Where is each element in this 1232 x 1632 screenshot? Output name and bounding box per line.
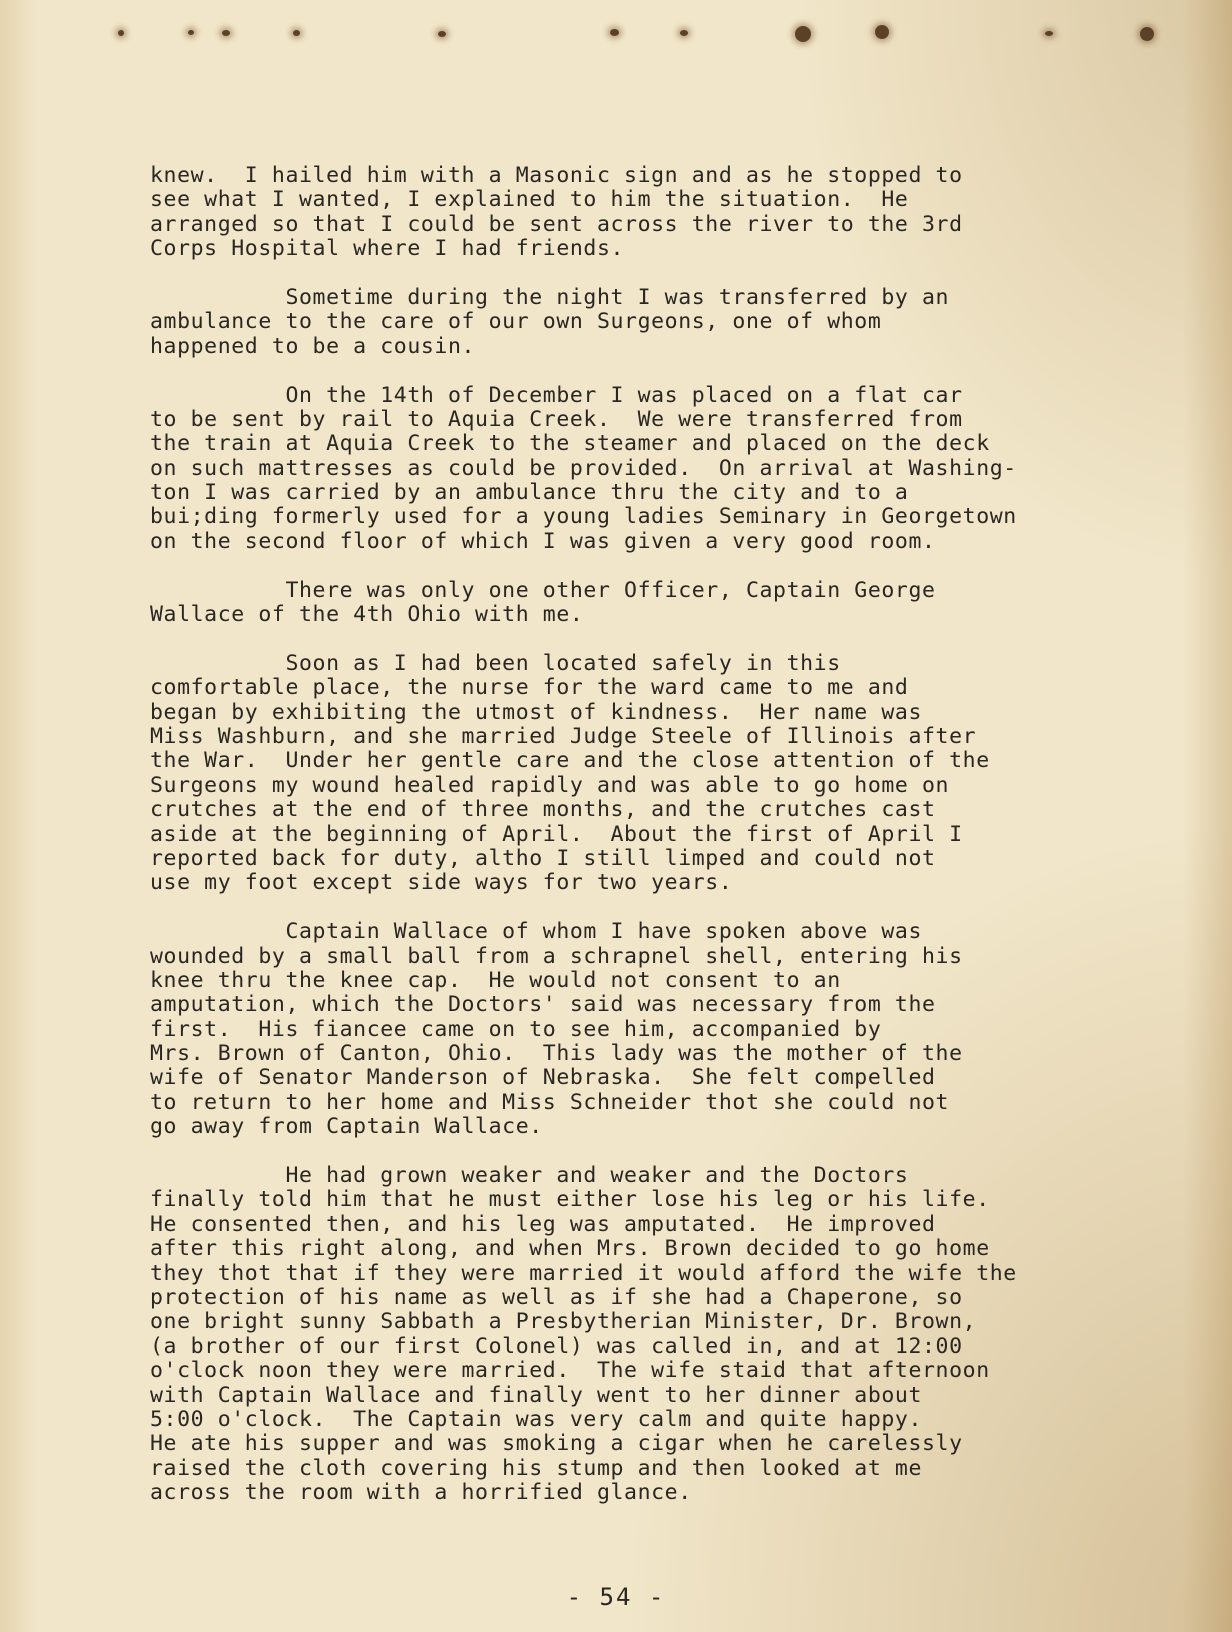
text-line: first. His fiancee came on to see him, accompanied by	[150, 1016, 882, 1042]
binder-hole	[1045, 31, 1053, 36]
text-line: Wallace of the 4th Ohio with me.	[150, 602, 584, 628]
text-line: to be sent by rail to Aquia Creek. We were transferred from	[150, 406, 963, 432]
text-line: Surgeons my wound healed rapidly and was able to go home on	[150, 772, 950, 798]
binder-hole	[293, 30, 300, 36]
text-line: Mrs. Brown of Canton, Ohio. This lady was the mother of the	[150, 1041, 963, 1067]
text-line: Sometime during the night I was transferred by an	[150, 284, 950, 310]
text-line: on the second floor of which I was given a very good room.	[150, 528, 936, 554]
text-line: reported back for duty, altho I still limped and could not	[150, 845, 936, 871]
paragraph	[150, 384, 1130, 555]
text-line: aside at the beginning of April. About the first of April I	[150, 821, 963, 847]
binder-hole	[875, 25, 889, 39]
text-line: He ate his supper and was smoking a cigar when he carelessly	[150, 1431, 963, 1457]
text-line: Captain Wallace of whom I have spoken above was	[150, 919, 923, 945]
paragraph	[150, 579, 1130, 628]
text-line: ton I was carried by an ambulance thru the city and to a	[150, 480, 909, 506]
paragraph	[150, 164, 1130, 262]
text-line: arranged so that I could be sent across the river to the 3rd	[150, 211, 963, 237]
text-line: they thot that if they were married it would afford the wife the	[150, 1260, 1017, 1286]
text-line: ambulance to the care of our own Surgeons, one of whom	[150, 309, 882, 335]
binder-hole	[680, 30, 688, 36]
text-line: on such mattresses as could be provided. On arrival at Washing-	[150, 455, 1017, 481]
text-line: wounded by a small ball from a schrapnel shell, entering his	[150, 943, 963, 969]
text-line: He consented then, and his leg was amputated. He improved	[150, 1211, 936, 1237]
binder-hole	[222, 30, 230, 36]
text-line: amputation, which the Doctors' said was necessary from the	[150, 992, 936, 1018]
text-line: one bright sunny Sabbath a Presbytherian Minister, Dr. Brown,	[150, 1309, 977, 1335]
text-line: 5:00 o'clock. The Captain was very calm and quite happy.	[150, 1406, 923, 1432]
binder-hole	[118, 30, 124, 36]
page-number: - 54 -	[566, 1583, 666, 1611]
text-line: with Captain Wallace and finally went to her dinner about	[150, 1382, 923, 1408]
text-line: knee thru the knee cap. He would not consent to an	[150, 967, 841, 993]
text-line: knew. I hailed him with a Masonic sign and as he stopped to	[150, 163, 963, 188]
text-line: across the room with a horrified glance.	[150, 1480, 692, 1506]
text-line: Corps Hospital where I had friends.	[150, 236, 625, 262]
text-line: began by exhibiting the utmost of kindness. Her name was	[150, 699, 923, 725]
paragraph	[150, 1164, 1130, 1505]
binder-hole	[795, 26, 811, 42]
text-line: Soon as I had been located safely in this	[150, 650, 841, 676]
text-line: He had grown weaker and weaker and the Doctors	[150, 1163, 909, 1189]
binder-hole	[438, 31, 446, 37]
body-text	[150, 164, 1130, 1530]
text-line: wife of Senator Manderson of Nebraska. She felt compelled	[150, 1065, 936, 1091]
text-line: (a brother of our first Colonel) was called in, and at 12:00	[150, 1333, 963, 1359]
text-line: There was only one other Officer, Captain George	[150, 577, 936, 603]
text-line: use my foot except side ways for two years.	[150, 870, 733, 896]
text-line: o'clock noon they were married. The wife staid that afternoon	[150, 1358, 990, 1384]
text-line: after this right along, and when Mrs. Brown decided to go home	[150, 1236, 990, 1262]
text-line: crutches at the end of three months, and the crutches cast	[150, 797, 936, 823]
text-line: bui;ding formerly used for a young ladies Seminary in Georgetown	[150, 504, 1017, 530]
text-line: On the 14th of December I was placed on a flat car	[150, 382, 963, 408]
text-line: comfortable place, the nurse for the ward came to me and	[150, 675, 909, 701]
text-line: Miss Washburn, and she married Judge Steele of Illinois after	[150, 723, 977, 749]
text-line: to return to her home and Miss Schneider thot she could not	[150, 1089, 950, 1115]
binder-hole	[188, 30, 194, 35]
binder-hole	[610, 29, 619, 36]
binder-holes	[0, 22, 1232, 52]
paragraph	[150, 920, 1130, 1140]
text-line: see what I wanted, I explained to him the situation. He	[150, 187, 909, 213]
paragraph	[150, 652, 1130, 896]
text-line: the train at Aquia Creek to the steamer and placed on the deck	[150, 431, 990, 457]
text-line: go away from Captain Wallace.	[150, 1114, 543, 1140]
paragraph	[150, 286, 1130, 359]
text-line: happened to be a cousin.	[150, 333, 476, 359]
text-line: protection of his name as well as if she had a Chaperone, so	[150, 1284, 963, 1310]
binder-hole	[1140, 27, 1154, 41]
text-line: the War. Under her gentle care and the close attention of the	[150, 748, 990, 774]
text-line: raised the cloth covering his stump and then looked at me	[150, 1455, 923, 1481]
text-line: finally told him that he must either lose his leg or his life.	[150, 1187, 990, 1213]
